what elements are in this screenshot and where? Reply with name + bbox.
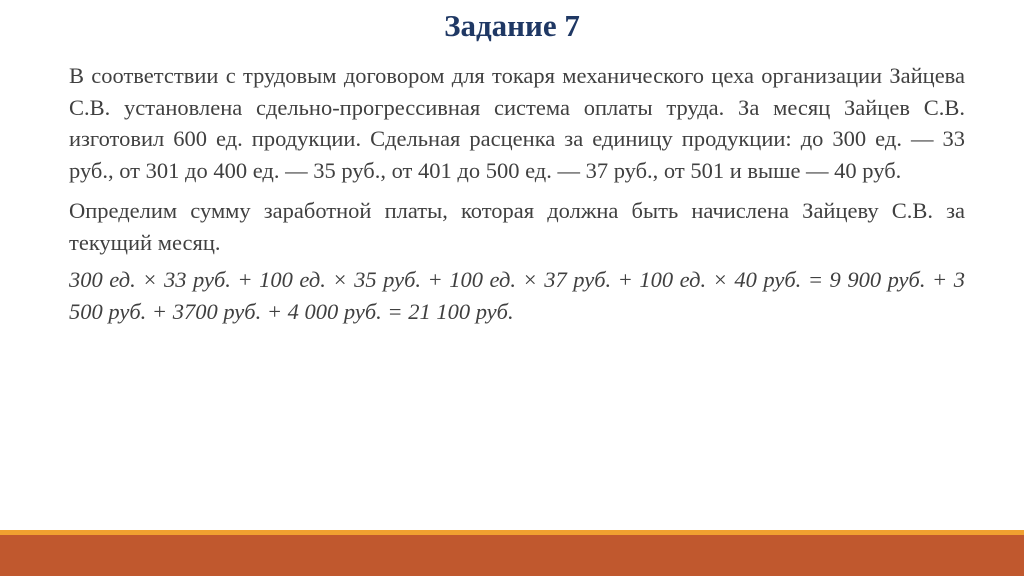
question-paragraph: Определим сумму заработной платы, которая должна быть начислена Зайцеву С.В. за текущий месяц. <box>69 198 965 255</box>
slide-body <box>69 60 965 327</box>
task-paragraph: В соответствии с трудовым договором для токаря механического цеха организации Зайцева С.В. установлена сдельно-прогрессивная система оплаты труда. За месяц Зайцев С.В. изготовил 600 ед. продукции. Сдельная расценка за единицу продукции: до 300 ед. — 33 руб., от 301 до 400 ед. — 35 руб., от 401 до 500 ед. — 37 руб., от 501 и выше — 40 руб. <box>69 63 965 183</box>
slide-title: Задание 7 <box>444 8 580 43</box>
footer-band <box>0 535 1024 576</box>
formula-paragraph: 300 ед. × 33 руб. + 100 ед. × 35 руб. + 100 ед. × 37 руб. + 100 ед. × 40 руб. = 9 900 руб. + 3 500 руб. + 3700 руб. + 4 000 руб. = 21 100 руб. <box>69 267 965 324</box>
